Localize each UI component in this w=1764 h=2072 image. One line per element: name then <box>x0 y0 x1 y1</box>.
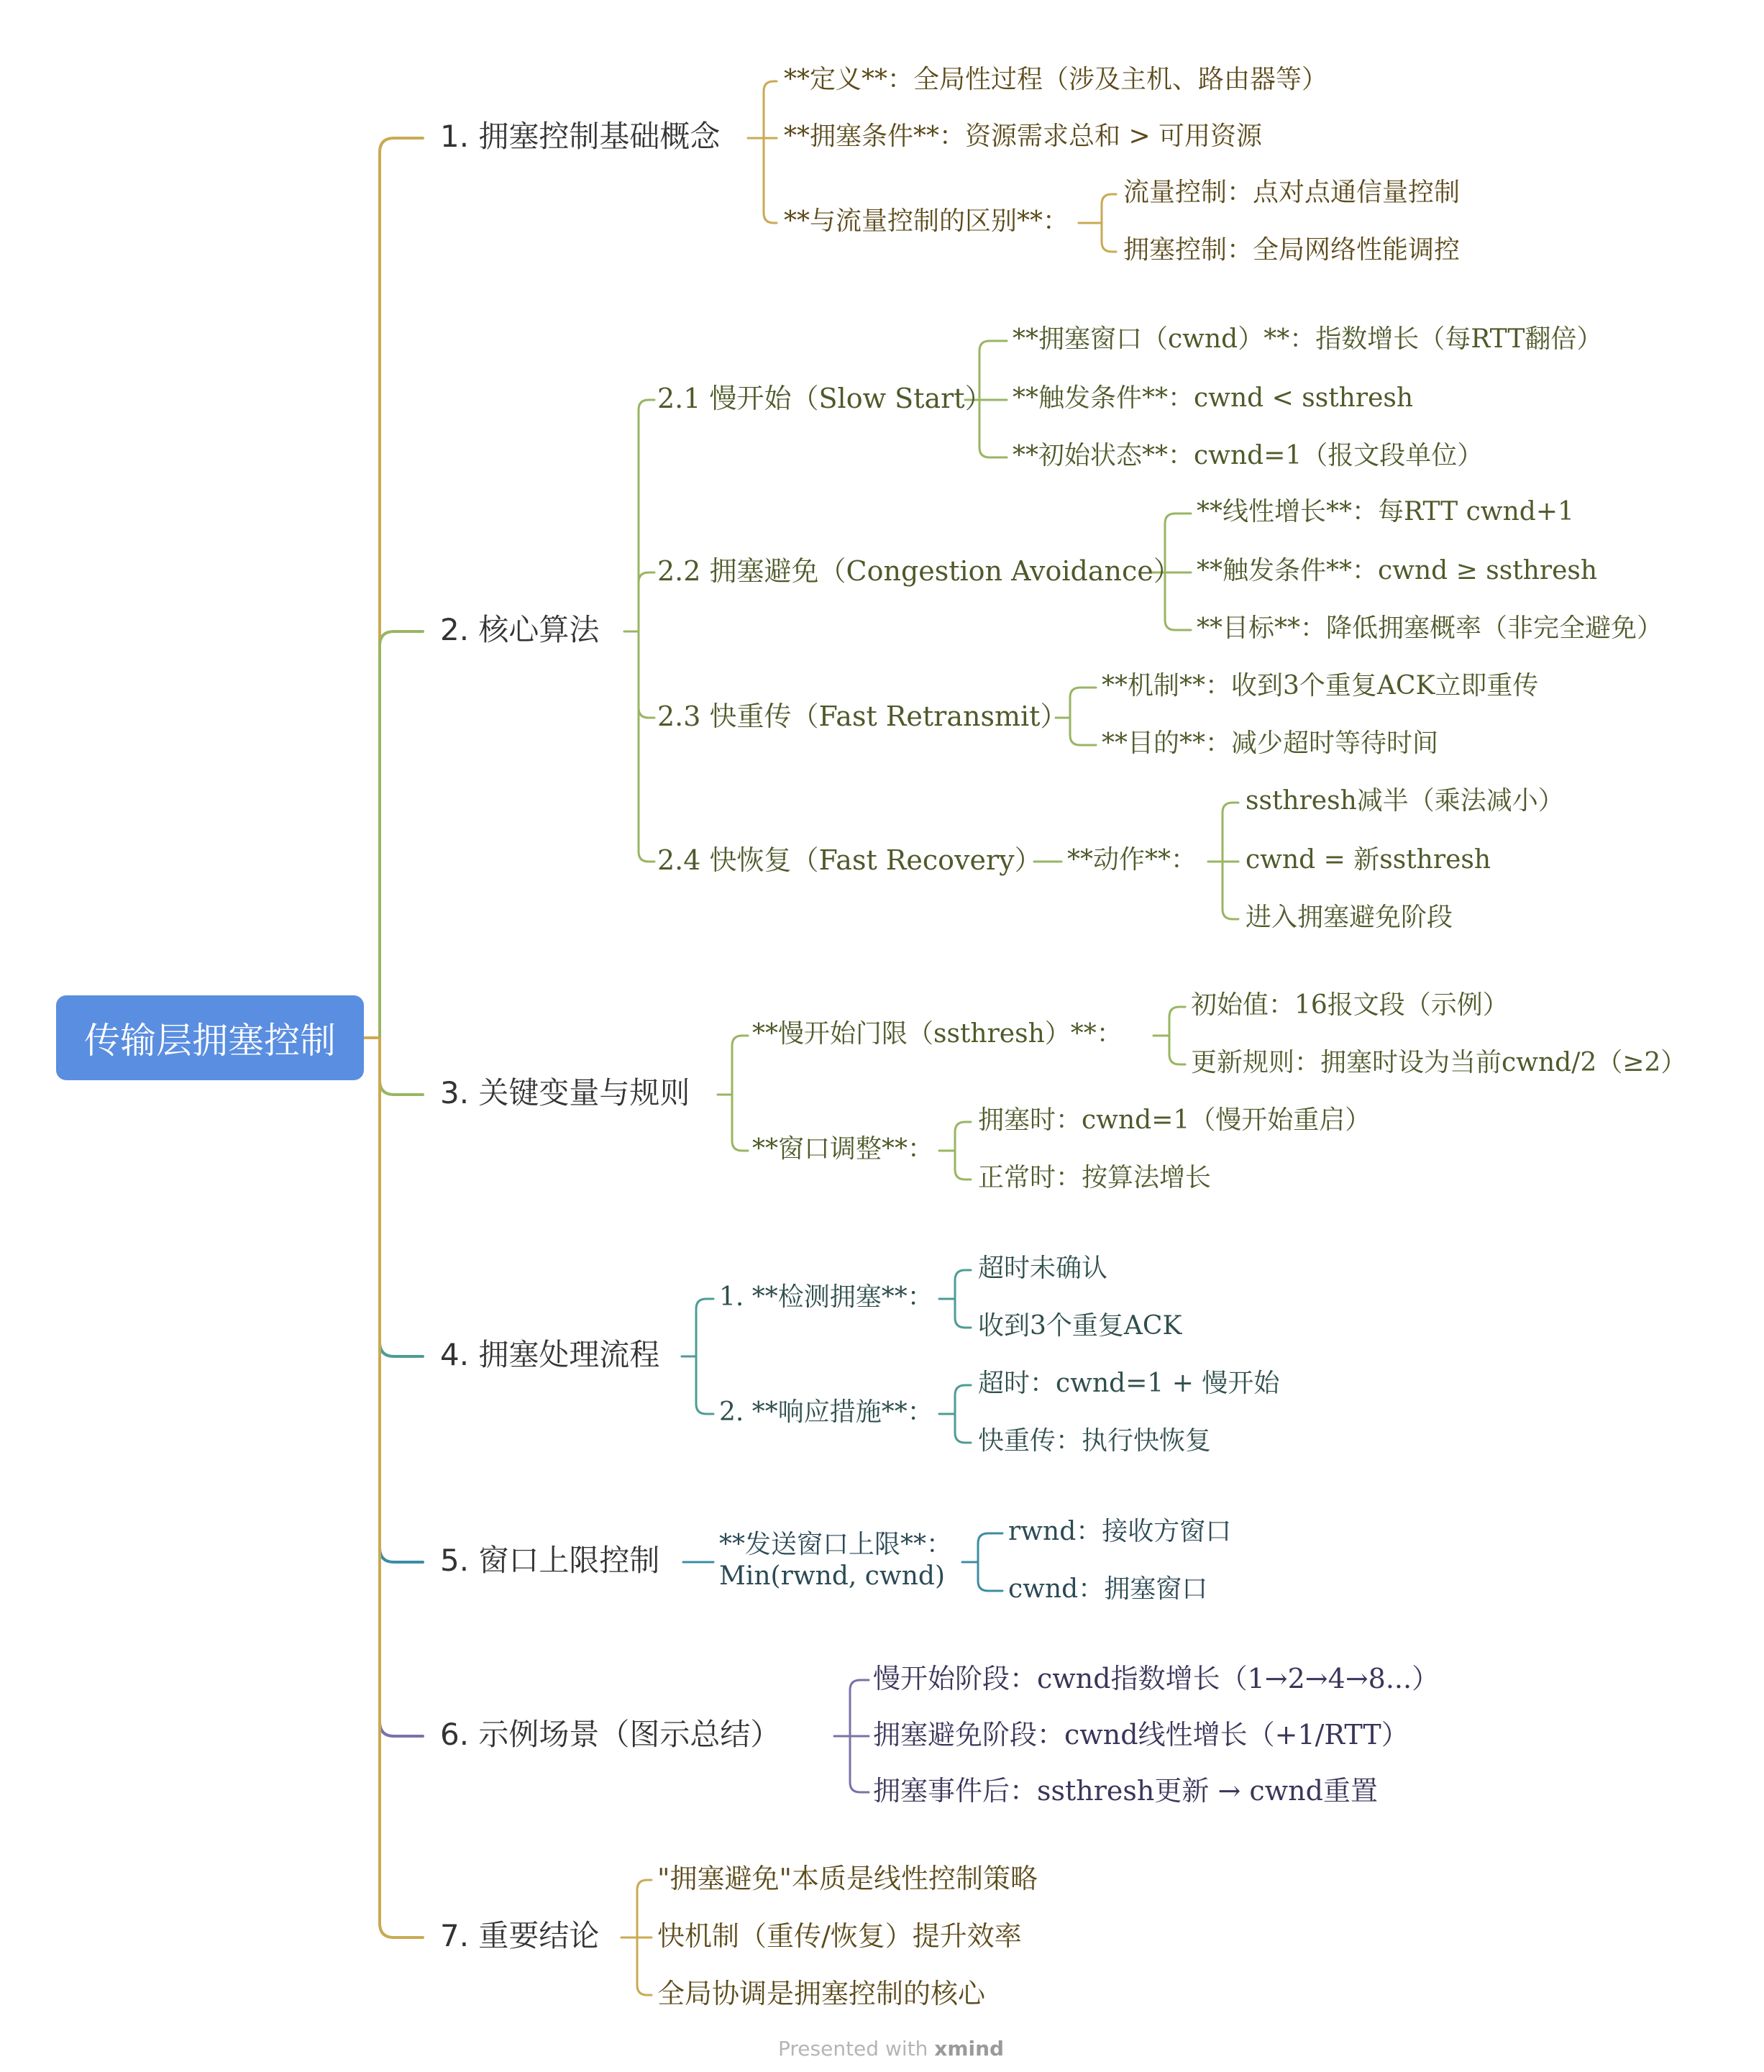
b2-s3-item-2: **目的**：减少超时等待时间 <box>1102 729 1439 759</box>
b3-adj-normal: 正常时：按算法增长 <box>978 1163 1212 1193</box>
b2-fast-recovery: 2.4 快恢复（Fast Recovery） <box>657 844 1042 877</box>
b1-diff-bracket-child-1 <box>1102 223 1116 252</box>
branch-1-label: 1. 拥塞控制基础概念 <box>440 118 721 154</box>
b2-fast-recovery-action: **动作**： <box>1067 845 1197 875</box>
b3-ss-update: 更新规则：拥塞时设为当前cwnd/2（≥2） <box>1191 1048 1687 1078</box>
b2-s4-bracket-child-0 <box>1223 803 1238 862</box>
b3-bracket-child-1 <box>732 1095 748 1151</box>
b6-item-2: 拥塞避免阶段：cwnd线性增长（+1/RTT） <box>873 1719 1409 1751</box>
b6-item-1: 慢开始阶段：cwnd指数增长（1→2→4→8...） <box>873 1663 1440 1695</box>
branch-5-label: 5. 窗口上限控制 <box>440 1542 660 1578</box>
b2-s4-bracket-child-2 <box>1223 862 1238 919</box>
b5-limit-line2: Min(rwnd, cwnd) <box>719 1561 945 1592</box>
b1-bracket-child-2 <box>764 138 777 223</box>
b4-bracket-child-0 <box>696 1299 713 1356</box>
b3-adj-bracket-child-1 <box>955 1151 971 1179</box>
b5-rwnd: rwnd：接收方窗口 <box>1008 1517 1232 1547</box>
branch-6-label: 6. 示例场景（图示总结） <box>440 1716 781 1752</box>
root-node[interactable]: 传输层拥塞控制 <box>56 995 364 1080</box>
b2-s2-item-3: **目标**：降低拥塞概率（非完全避免） <box>1197 613 1663 644</box>
b2-bracket-child-1 <box>639 572 654 631</box>
b4-detect-timeout: 超时未确认 <box>978 1254 1108 1284</box>
b6-item-3: 拥塞事件后：ssthresh更新 → cwnd重置 <box>873 1775 1378 1807</box>
b4-detect-bracket-child-0 <box>955 1270 971 1299</box>
b2-bracket-child-2 <box>639 631 654 718</box>
b5-bracket-child-1 <box>978 1562 1002 1591</box>
b2-s1-item-2: **触发条件**：cwnd < ssthresh <box>1013 383 1414 414</box>
b2-s3-bracket-child-0 <box>1070 688 1096 718</box>
b4-detect-ack: 收到3个重复ACK <box>978 1311 1182 1341</box>
trunk-line-7 <box>364 1038 423 1938</box>
b2-s4-item-3: 进入拥塞避免阶段 <box>1246 903 1453 933</box>
b4-detect: 1. **检测拥塞**： <box>719 1282 933 1313</box>
b5-cwnd: cwnd：拥塞窗口 <box>1008 1574 1208 1605</box>
b7-item-1: "拥塞避免"本质是线性控制策略 <box>657 1863 1038 1895</box>
b1-diff-flow: 流量控制：点对点通信量控制 <box>1123 178 1461 208</box>
b1-condition: **拥塞条件**：资源需求总和 > 可用资源 <box>784 122 1263 152</box>
b2-s4-item-1: ssthresh减半（乘法减小） <box>1246 786 1564 816</box>
b4-respond-fast: 快重传：执行快恢复 <box>978 1426 1212 1456</box>
b3-ss-bracket-child-0 <box>1169 1007 1185 1036</box>
b3-adj-bracket-child-0 <box>955 1122 971 1151</box>
b6-bracket-child-0 <box>850 1680 869 1736</box>
branch-2-label: 2. 核心算法 <box>440 611 600 647</box>
b1-difference: **与流量控制的区别**： <box>784 206 1069 237</box>
xmind-logo: xmind <box>934 2037 1005 2060</box>
b2-s1-item-1: **拥塞窗口（cwnd）**：指数增长（每RTT翻倍） <box>1013 324 1603 355</box>
b4-respond: 2. **响应措施**： <box>719 1397 933 1428</box>
xmind-watermark <box>778 2037 1004 2060</box>
b5-bracket-child-0 <box>978 1533 1002 1562</box>
trunk-line-5 <box>364 1038 423 1562</box>
b2-s3-bracket-child-1 <box>1070 718 1096 745</box>
b2-slow-start: 2.1 慢开始（Slow Start） <box>657 383 992 415</box>
trunk-line-6 <box>364 1038 423 1736</box>
watermark-prefix: Presented with <box>778 2037 928 2060</box>
trunk-line-1 <box>364 138 423 1038</box>
b4-bracket-child-1 <box>696 1356 713 1414</box>
b3-adj-congestion: 拥塞时：cwnd=1（慢开始重启） <box>978 1105 1371 1136</box>
b4-detect-bracket-child-1 <box>955 1299 971 1328</box>
b3-window-adjust: **窗口调整**： <box>752 1134 934 1164</box>
b2-bracket-child-3 <box>639 631 654 862</box>
b7-bracket-child-0 <box>637 1880 652 1938</box>
b7-item-2: 快机制（重传/恢复）提升效率 <box>657 1920 1022 1953</box>
b3-bracket-child-0 <box>732 1036 748 1095</box>
b7-item-3: 全局协调是拥塞控制的核心 <box>657 1978 986 2010</box>
b2-s2-item-2: **触发条件**：cwnd ≥ ssthresh <box>1197 556 1598 586</box>
b2-s3-item-1: **机制**：收到3个重复ACK立即重传 <box>1102 671 1539 701</box>
b1-diff-congestion: 拥塞控制：全局网络性能调控 <box>1123 235 1461 265</box>
trunk-line-3 <box>364 1038 423 1095</box>
b1-diff-bracket-child-0 <box>1102 194 1116 223</box>
branch-4-label: 4. 拥塞处理流程 <box>440 1336 660 1372</box>
b2-fast-retransmit: 2.3 快重传（Fast Retransmit） <box>657 700 1068 733</box>
trunk-line-4 <box>364 1038 423 1356</box>
b3-ss-bracket-child-1 <box>1169 1036 1185 1064</box>
branch-3-label: 3. 关键变量与规则 <box>440 1074 690 1110</box>
b5-limit-line1: **发送窗口上限**： <box>719 1530 953 1560</box>
b4-respond-timeout: 超时：cwnd=1 + 慢开始 <box>978 1369 1280 1399</box>
b2-congestion-avoidance: 2.2 拥塞避免（Congestion Avoidance） <box>657 555 1181 588</box>
b7-bracket-child-2 <box>637 1938 652 1995</box>
b2-s2-item-1: **线性增长**：每RTT cwnd+1 <box>1197 497 1574 527</box>
b3-ssthresh: **慢开始门限（ssthresh）**： <box>752 1019 1123 1049</box>
b1-bracket-child-0 <box>764 81 777 138</box>
b1-definition: **定义**：全局性过程（涉及主机、路由器等） <box>784 65 1328 95</box>
b6-bracket-child-2 <box>850 1736 869 1792</box>
trunk-line-2 <box>364 631 423 1038</box>
b4-respond-bracket-child-1 <box>955 1414 971 1443</box>
b4-respond-bracket-child-0 <box>955 1385 971 1414</box>
b3-ss-initial: 初始值：16报文段（示例） <box>1191 990 1509 1021</box>
branch-7-label: 7. 重要结论 <box>440 1917 600 1953</box>
b2-s4-item-2: cwnd = 新ssthresh <box>1246 845 1491 875</box>
b2-bracket-child-0 <box>639 400 654 631</box>
b2-s1-item-3: **初始状态**：cwnd=1（报文段单位） <box>1013 441 1484 471</box>
